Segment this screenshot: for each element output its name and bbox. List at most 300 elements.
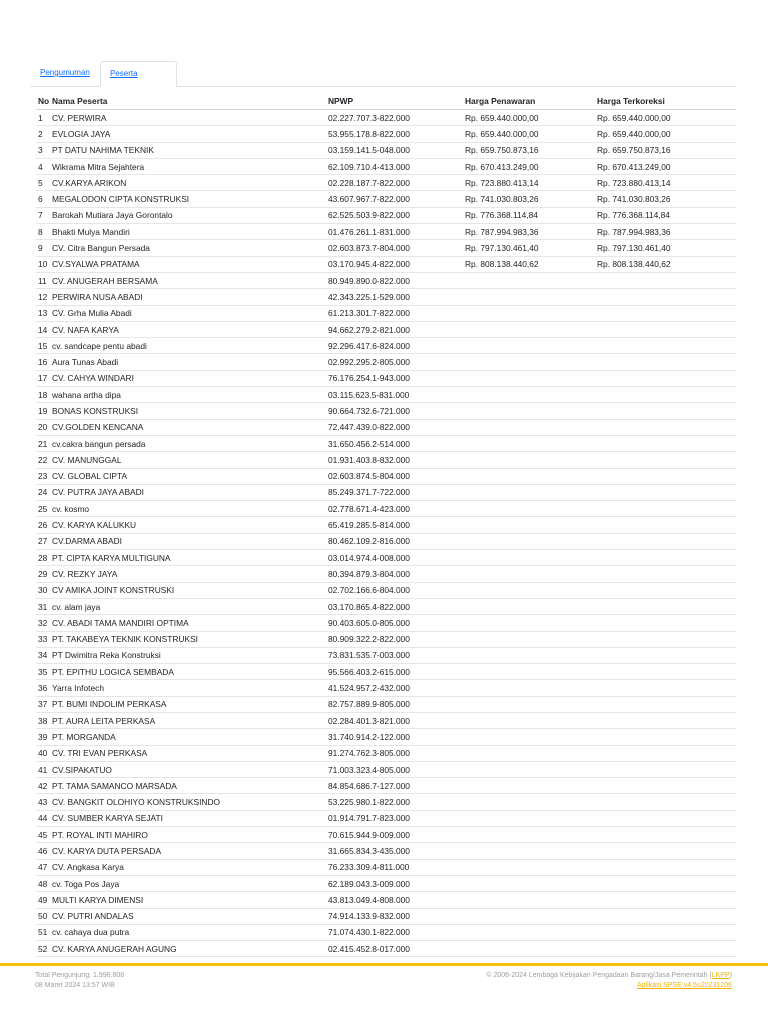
cell-npwp: 92.296.417.6-824.000 [326, 338, 463, 354]
cell-corrected-price [595, 533, 736, 549]
cell-name: CV. PUTRA JAYA ABADI [50, 484, 326, 500]
cell-no: 2 [36, 126, 50, 142]
table-row [36, 875, 736, 891]
cell-no: 22 [36, 452, 50, 468]
cell-bid-price [463, 321, 595, 337]
cell-bid-price [463, 566, 595, 582]
cell-name: PT. ROYAL INTI MAHIRO [50, 827, 326, 843]
cell-corrected-price: Rp. 741.030.803,26 [595, 191, 736, 207]
cell-npwp: 91.274.762.3-805.000 [326, 745, 463, 761]
cell-npwp: 03.170.865.4-822.000 [326, 598, 463, 614]
cell-npwp: 76.176.254.1-943.000 [326, 370, 463, 386]
cell-name: MEGALODON CIPTA KONSTRUKSI [50, 191, 326, 207]
cell-name: CV. NAFA KARYA [50, 321, 326, 337]
cell-npwp: 62.109.710.4-413.000 [326, 158, 463, 174]
cell-corrected-price [595, 631, 736, 647]
cell-bid-price: Rp. 741.030.803,26 [463, 191, 595, 207]
cell-npwp: 72.447.439.0-822.000 [326, 419, 463, 435]
table-row [36, 598, 736, 614]
cell-npwp: 73.831.535.7-003.000 [326, 647, 463, 663]
table-row [36, 387, 736, 403]
cell-bid-price: Rp. 670.413.249,00 [463, 158, 595, 174]
cell-corrected-price: Rp. 776.368.114,84 [595, 207, 736, 223]
cell-npwp: 03.115.623.5-831.000 [326, 387, 463, 403]
cell-npwp: 82.757.889.9-805.000 [326, 696, 463, 712]
cell-corrected-price [595, 778, 736, 794]
cell-corrected-price [595, 810, 736, 826]
cell-no: 15 [36, 338, 50, 354]
cell-npwp: 71.074.430.1-822.000 [326, 924, 463, 940]
cell-name: cv. Toga Pos Jaya [50, 875, 326, 891]
cell-no: 37 [36, 696, 50, 712]
cell-name: CV. REZKY JAYA [50, 566, 326, 582]
table-row [36, 142, 736, 158]
cell-no: 39 [36, 729, 50, 745]
table-row [36, 468, 736, 484]
cell-corrected-price [595, 941, 736, 957]
visitor-count: Total Pengunjung: 1.996.808 [35, 972, 125, 979]
header-bid-price: Harga Penawaran [463, 92, 595, 110]
cell-bid-price [463, 745, 595, 761]
cell-name: CV. Angkasa Karya [50, 859, 326, 875]
cell-no: 19 [36, 403, 50, 419]
cell-bid-price [463, 435, 595, 451]
cell-corrected-price [595, 403, 736, 419]
cell-name: Bhakti Mulya Mandiri [50, 224, 326, 240]
cell-no: 16 [36, 354, 50, 370]
cell-no: 41 [36, 761, 50, 777]
cell-no: 18 [36, 387, 50, 403]
cell-name: CV. PUTRI ANDALAS [50, 908, 326, 924]
cell-no: 33 [36, 631, 50, 647]
table-row [36, 827, 736, 843]
footer-datetime: 08 Maret 2024 13:57 WIB [35, 982, 115, 989]
cell-no: 51 [36, 924, 50, 940]
cell-no: 1 [36, 110, 50, 126]
cell-bid-price [463, 272, 595, 288]
cell-corrected-price [595, 550, 736, 566]
cell-no: 8 [36, 224, 50, 240]
cell-corrected-price: Rp. 787.994.983,36 [595, 224, 736, 240]
cell-no: 9 [36, 240, 50, 256]
cell-bid-price [463, 941, 595, 957]
cell-bid-price: Rp. 659.440.000,00 [463, 110, 595, 126]
table-row [36, 501, 736, 517]
cell-bid-price [463, 370, 595, 386]
cell-corrected-price: Rp. 723.880.413,14 [595, 175, 736, 191]
cell-corrected-price [595, 338, 736, 354]
cell-corrected-price: Rp. 808.138.440,62 [595, 256, 736, 272]
table-row [36, 484, 736, 500]
cell-bid-price [463, 924, 595, 940]
cell-npwp: 42.343.225.1-529.000 [326, 289, 463, 305]
cell-bid-price [463, 778, 595, 794]
cell-no: 10 [36, 256, 50, 272]
cell-npwp: 61.213.301.7-822.000 [326, 305, 463, 321]
cell-corrected-price [595, 598, 736, 614]
cell-no: 35 [36, 664, 50, 680]
cell-bid-price: Rp. 659.440.000,00 [463, 126, 595, 142]
cell-name: CV. GLOBAL CIPTA [50, 468, 326, 484]
cell-npwp: 80.394.879.3-804.000 [326, 566, 463, 582]
cell-corrected-price [595, 924, 736, 940]
cell-bid-price [463, 712, 595, 728]
cell-name: PT. TAMA SAMANCO MARSADA [50, 778, 326, 794]
cell-bid-price: Rp. 787.994.983,36 [463, 224, 595, 240]
cell-bid-price [463, 696, 595, 712]
cell-no: 48 [36, 875, 50, 891]
cell-no: 26 [36, 517, 50, 533]
cell-no: 31 [36, 598, 50, 614]
cell-name: CV. Grha Mulia Abadi [50, 305, 326, 321]
cell-name: CV. KARYA DUTA PERSADA [50, 843, 326, 859]
cell-name: Barokah Mutiara Jaya Gorontalo [50, 207, 326, 223]
cell-name: Yarra Infotech [50, 680, 326, 696]
cell-npwp: 80.909.322.2-822.000 [326, 631, 463, 647]
lkpp-link[interactable]: LKPP [711, 972, 730, 979]
table-row [36, 370, 736, 386]
cell-npwp: 02.228.187.7-822.000 [326, 175, 463, 191]
table-row [36, 941, 736, 957]
cell-bid-price [463, 664, 595, 680]
copyright-suffix: ) [729, 972, 732, 979]
cell-corrected-price [595, 435, 736, 451]
cell-npwp: 84.854.686.7-127.000 [326, 778, 463, 794]
cell-npwp: 03.170.945.4-822.000 [326, 256, 463, 272]
cell-bid-price [463, 859, 595, 875]
cell-corrected-price [595, 289, 736, 305]
cell-no: 14 [36, 321, 50, 337]
cell-no: 52 [36, 941, 50, 957]
cell-no: 44 [36, 810, 50, 826]
table-row [36, 729, 736, 745]
cell-name: PT. EPITHU LOGICA SEMBADA [50, 664, 326, 680]
cell-no: 3 [36, 142, 50, 158]
table-row [36, 696, 736, 712]
cell-name: CV. PERWIRA [50, 110, 326, 126]
cell-npwp: 43.607.967.7-822.000 [326, 191, 463, 207]
cell-bid-price [463, 403, 595, 419]
table-row [36, 924, 736, 940]
cell-corrected-price: Rp. 659.750.873,16 [595, 142, 736, 158]
table-row [36, 452, 736, 468]
table-row [36, 354, 736, 370]
cell-corrected-price [595, 387, 736, 403]
cell-bid-price [463, 631, 595, 647]
cell-npwp: 02.415.452.8-017.000 [326, 941, 463, 957]
footer-right [486, 971, 732, 991]
cell-bid-price [463, 533, 595, 549]
cell-corrected-price: Rp. 659.440.000,00 [595, 126, 736, 142]
table-header-row [36, 92, 736, 110]
cell-corrected-price [595, 501, 736, 517]
cell-npwp: 01.914.791.7-823.000 [326, 810, 463, 826]
cell-npwp: 62.189.043.3-009.000 [326, 875, 463, 891]
cell-bid-price [463, 827, 595, 843]
cell-no: 42 [36, 778, 50, 794]
cell-npwp: 90.403.605.0-805.000 [326, 615, 463, 631]
cell-name: PT Dwimitra Reka Konstruksi [50, 647, 326, 663]
cell-corrected-price [595, 712, 736, 728]
cell-bid-price [463, 305, 595, 321]
table-row [36, 843, 736, 859]
cell-bid-price [463, 908, 595, 924]
table-row [36, 126, 736, 142]
table-row [36, 550, 736, 566]
table-body [36, 110, 736, 957]
table-row [36, 810, 736, 826]
cell-npwp: 53.955.178.8-822.000 [326, 126, 463, 142]
cell-name: CV. CAHYA WINDARI [50, 370, 326, 386]
cell-name: PT DATU NAHIMA TEKNIK [50, 142, 326, 158]
cell-npwp: 02.227.707.3-822.000 [326, 110, 463, 126]
cell-bid-price [463, 468, 595, 484]
cell-npwp: 90.664.732.6-721.000 [326, 403, 463, 419]
cell-npwp: 02.603.873.7-804.000 [326, 240, 463, 256]
table-row [36, 908, 736, 924]
cell-npwp: 02.992.295.2-805.000 [326, 354, 463, 370]
cell-no: 49 [36, 892, 50, 908]
cell-bid-price: Rp. 776.368.114,84 [463, 207, 595, 223]
cell-corrected-price [595, 321, 736, 337]
table-row [36, 338, 736, 354]
cell-npwp: 02.284.401.3-821.000 [326, 712, 463, 728]
cell-name: wahana artha dipa [50, 387, 326, 403]
cell-name: Aura Tunas Abadi [50, 354, 326, 370]
cell-bid-price [463, 289, 595, 305]
cell-no: 13 [36, 305, 50, 321]
cell-name: CV. BANGKIT OLOHIYO KONSTRUKSINDO [50, 794, 326, 810]
footer-accent-bar [0, 963, 768, 966]
cell-no: 38 [36, 712, 50, 728]
cell-bid-price [463, 419, 595, 435]
cell-no: 7 [36, 207, 50, 223]
cell-corrected-price [595, 452, 736, 468]
cell-name: CV.SYALWA PRATAMA [50, 256, 326, 272]
cell-npwp: 65.419.285.5-814.000 [326, 517, 463, 533]
cell-bid-price [463, 550, 595, 566]
cell-corrected-price [595, 745, 736, 761]
cell-npwp: 80.462.109.2-816.000 [326, 533, 463, 549]
cell-name: PT. MORGANDA [50, 729, 326, 745]
tab-peserta[interactable]: Peserta [100, 61, 177, 87]
cell-corrected-price [595, 843, 736, 859]
cell-bid-price: Rp. 723.880.413,14 [463, 175, 595, 191]
participants-table [36, 92, 736, 957]
cell-no: 6 [36, 191, 50, 207]
cell-corrected-price [595, 696, 736, 712]
cell-name: CV. SUMBER KARYA SEJATI [50, 810, 326, 826]
cell-corrected-price [595, 908, 736, 924]
cell-name: CV. ANUGERAH BERSAMA [50, 272, 326, 288]
table-row [36, 582, 736, 598]
cell-corrected-price: Rp. 659.440.000,00 [595, 110, 736, 126]
cell-corrected-price [595, 794, 736, 810]
table-row [36, 778, 736, 794]
cell-name: PERWIRA NUSA ABADI [50, 289, 326, 305]
cell-no: 27 [36, 533, 50, 549]
cell-bid-price [463, 387, 595, 403]
cell-name: cv. kosmo [50, 501, 326, 517]
cell-corrected-price [595, 761, 736, 777]
cell-bid-price [463, 501, 595, 517]
cell-bid-price [463, 582, 595, 598]
cell-name: CV.SIPAKATUO [50, 761, 326, 777]
cell-npwp: 85.249.371.7-722.000 [326, 484, 463, 500]
cell-corrected-price [595, 272, 736, 288]
cell-no: 36 [36, 680, 50, 696]
cell-bid-price [463, 843, 595, 859]
cell-name: CV AMIKA JOINT KONSTRUSKI [50, 582, 326, 598]
cell-no: 45 [36, 827, 50, 843]
cell-no: 46 [36, 843, 50, 859]
cell-no: 43 [36, 794, 50, 810]
table-row [36, 419, 736, 435]
table-row [36, 647, 736, 663]
copyright-text [486, 971, 732, 981]
cell-no: 32 [36, 615, 50, 631]
table-row [36, 794, 736, 810]
cell-corrected-price [595, 875, 736, 891]
table-row [36, 207, 736, 223]
cell-npwp: 02.702.166.6-804.000 [326, 582, 463, 598]
table-row [36, 631, 736, 647]
copyright-prefix: © 2006-2024 Lembaga Kebijakan Pengadaan Barang/Jasa Pemerintah ( [486, 972, 712, 979]
cell-corrected-price [595, 615, 736, 631]
cell-npwp: 01.931.403.8-832.000 [326, 452, 463, 468]
header-name: Nama Peserta [50, 92, 326, 110]
cell-corrected-price [595, 664, 736, 680]
cell-bid-price: Rp. 808.138.440,62 [463, 256, 595, 272]
cell-name: CV.GOLDEN KENCANA [50, 419, 326, 435]
app-version-link[interactable]: Aplikasi SPSE v4.5u20231206 [637, 982, 732, 989]
cell-bid-price [463, 354, 595, 370]
table-row [36, 158, 736, 174]
cell-name: CV.KARYA ARIKON [50, 175, 326, 191]
cell-no: 24 [36, 484, 50, 500]
cell-name: CV. Citra Bangun Persada [50, 240, 326, 256]
cell-no: 29 [36, 566, 50, 582]
cell-name: CV.DARMA ABADI [50, 533, 326, 549]
cell-name: MULTI KARYA DIMENSI [50, 892, 326, 908]
cell-bid-price [463, 761, 595, 777]
cell-npwp: 01.476.261.1-831.000 [326, 224, 463, 240]
cell-corrected-price [595, 680, 736, 696]
table-row [36, 272, 736, 288]
table-row [36, 566, 736, 582]
cell-corrected-price [595, 517, 736, 533]
table-row [36, 680, 736, 696]
footer-left [35, 971, 124, 991]
cell-corrected-price [595, 647, 736, 663]
cell-corrected-price: Rp. 670.413.249,00 [595, 158, 736, 174]
table-row [36, 517, 736, 533]
table-row [36, 435, 736, 451]
header-npwp: NPWP [326, 92, 463, 110]
cell-corrected-price [595, 827, 736, 843]
cell-npwp: 31.650.456.2-514.000 [326, 435, 463, 451]
tab-pengumuman[interactable]: Pengumuman [40, 68, 90, 77]
cell-npwp: 71.003.323.4-805.000 [326, 761, 463, 777]
cell-no: 5 [36, 175, 50, 191]
cell-bid-price: Rp. 797.130.461,40 [463, 240, 595, 256]
cell-bid-price [463, 517, 595, 533]
cell-bid-price [463, 680, 595, 696]
cell-bid-price [463, 452, 595, 468]
cell-npwp: 70.615.944.9-009.000 [326, 827, 463, 843]
cell-corrected-price [595, 370, 736, 386]
table-row [36, 175, 736, 191]
table-row [36, 892, 736, 908]
cell-bid-price [463, 484, 595, 500]
cell-npwp: 80.949.890.0-822.000 [326, 272, 463, 288]
cell-no: 11 [36, 272, 50, 288]
cell-no: 28 [36, 550, 50, 566]
cell-no: 12 [36, 289, 50, 305]
cell-name: EVLOGIA JAYA [50, 126, 326, 142]
cell-bid-price [463, 892, 595, 908]
cell-corrected-price [595, 354, 736, 370]
cell-bid-price: Rp. 659.750.873,16 [463, 142, 595, 158]
cell-bid-price [463, 729, 595, 745]
tab-bar [30, 61, 736, 87]
cell-corrected-price [595, 484, 736, 500]
cell-corrected-price [595, 892, 736, 908]
cell-bid-price [463, 875, 595, 891]
cell-name: CV. ABADI TAMA MANDIRI OPTIMA [50, 615, 326, 631]
table-row [36, 191, 736, 207]
table-row [36, 533, 736, 549]
cell-no: 21 [36, 435, 50, 451]
cell-bid-price [463, 810, 595, 826]
cell-corrected-price [595, 582, 736, 598]
cell-name: CV. MANUNGGAL [50, 452, 326, 468]
cell-npwp: 43.813.049.4-808.000 [326, 892, 463, 908]
table-row [36, 615, 736, 631]
cell-name: BONAS KONSTRUKSI [50, 403, 326, 419]
cell-no: 20 [36, 419, 50, 435]
cell-npwp: 31.665.834.3-435.000 [326, 843, 463, 859]
table-row [36, 403, 736, 419]
cell-name: CV. KARYA ANUGERAH AGUNG [50, 941, 326, 957]
cell-name: cv.cakra bangun persada [50, 435, 326, 451]
cell-npwp: 41.524.957.2-432.000 [326, 680, 463, 696]
cell-bid-price [463, 598, 595, 614]
cell-no: 17 [36, 370, 50, 386]
cell-npwp: 95.566.403.2-615.000 [326, 664, 463, 680]
cell-name: CV. KARYA KALUKKU [50, 517, 326, 533]
cell-npwp: 53.225.980.1-822.000 [326, 794, 463, 810]
cell-no: 40 [36, 745, 50, 761]
cell-name: PT. TAKABEYA TEKNIK KONSTRUKSI [50, 631, 326, 647]
cell-corrected-price: Rp. 797.130.461,40 [595, 240, 736, 256]
table-row [36, 289, 736, 305]
cell-npwp: 03.159.141.5-048.000 [326, 142, 463, 158]
table-row [36, 305, 736, 321]
cell-no: 25 [36, 501, 50, 517]
cell-name: PT. AURA LEITA PERKASA [50, 712, 326, 728]
cell-no: 34 [36, 647, 50, 663]
table-row [36, 256, 736, 272]
cell-no: 30 [36, 582, 50, 598]
table-row [36, 224, 736, 240]
header-corrected-price: Harga Terkoreksi [595, 92, 736, 110]
cell-bid-price [463, 647, 595, 663]
cell-npwp: 62.525.503.9-822.000 [326, 207, 463, 223]
cell-name: PT. CIPTA KARYA MULTIGUNA [50, 550, 326, 566]
cell-no: 4 [36, 158, 50, 174]
cell-npwp: 94.662.279.2-821.000 [326, 321, 463, 337]
